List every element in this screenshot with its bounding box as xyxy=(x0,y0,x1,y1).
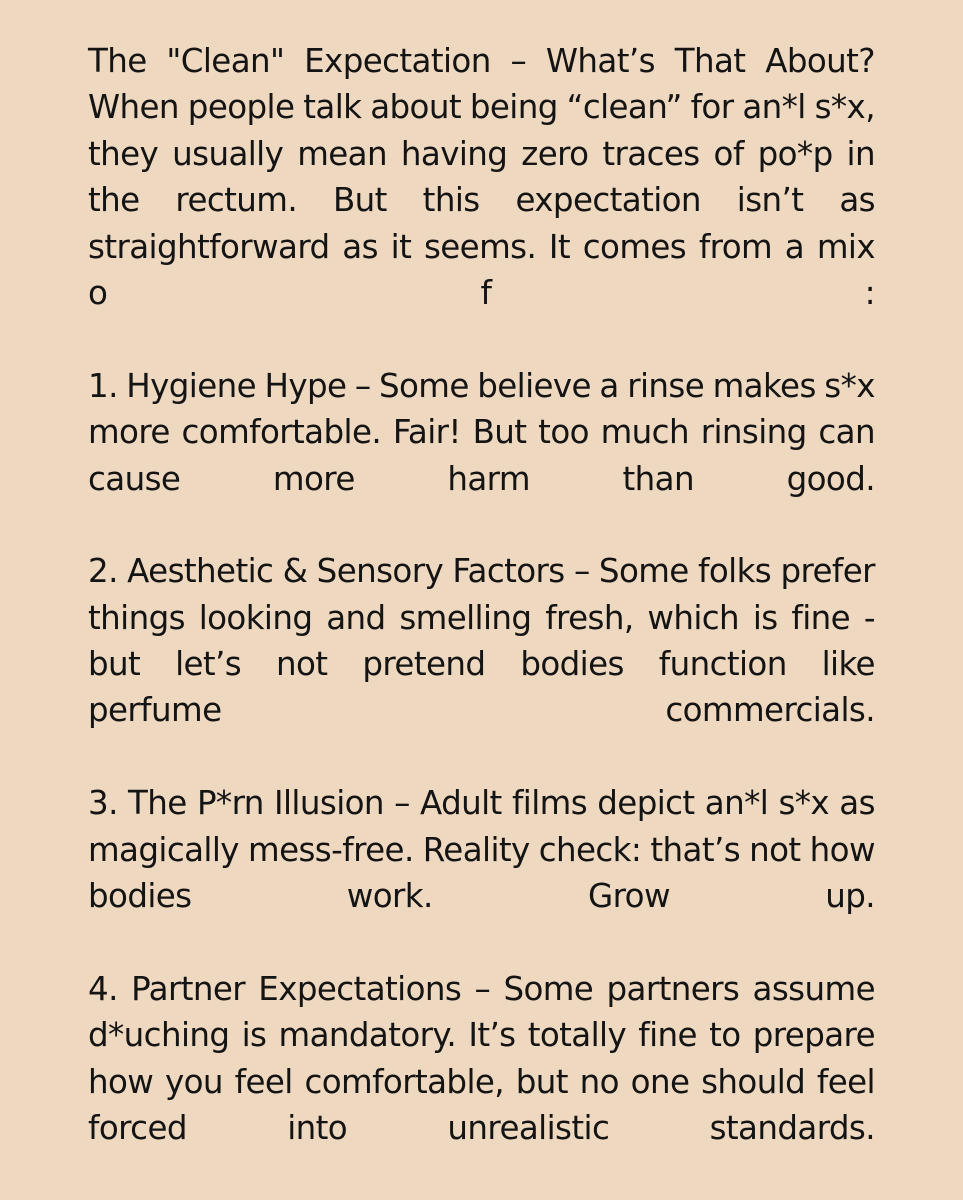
word: not xyxy=(749,830,801,869)
word: an*l xyxy=(742,88,806,127)
word: totally xyxy=(527,1016,627,1055)
word: and xyxy=(326,598,386,637)
word: more xyxy=(272,459,355,498)
text-line xyxy=(88,687,875,733)
paragraph-gap xyxy=(88,316,875,362)
word: prepare xyxy=(752,1016,875,1055)
word: mess-free. xyxy=(248,830,414,869)
word: people xyxy=(187,88,295,127)
word: they xyxy=(88,134,159,173)
word: that’s xyxy=(650,830,741,869)
word: is xyxy=(752,598,778,637)
paragraph-gap xyxy=(88,919,875,965)
word: good. xyxy=(786,459,875,498)
word: straightforward xyxy=(88,227,330,266)
text-line xyxy=(88,224,875,270)
word: - xyxy=(863,598,875,637)
word: – xyxy=(573,552,590,591)
word: about xyxy=(370,88,461,127)
word: can xyxy=(818,413,875,452)
word: comfortable. xyxy=(181,413,382,452)
text-line xyxy=(88,873,875,919)
text-line xyxy=(88,966,875,1012)
text-line xyxy=(88,548,875,594)
word: Expectation xyxy=(304,42,491,80)
word: being xyxy=(469,88,558,127)
word: But xyxy=(332,181,387,220)
word: much xyxy=(600,413,689,452)
word: up. xyxy=(825,877,875,916)
word: as xyxy=(839,784,875,823)
word: should xyxy=(701,1062,806,1101)
word: but xyxy=(515,1062,568,1101)
text-line xyxy=(88,177,875,223)
word: Adult xyxy=(420,784,502,823)
text-line xyxy=(88,131,875,177)
text-line xyxy=(88,84,875,130)
word: The xyxy=(88,42,147,80)
word: s*x, xyxy=(814,88,875,127)
word: not xyxy=(276,645,328,684)
word: It’s xyxy=(468,1016,516,1055)
word: magically xyxy=(88,830,239,869)
word: a xyxy=(784,227,805,266)
word: depict xyxy=(597,784,695,823)
paragraph xyxy=(88,548,875,734)
word: talk xyxy=(303,88,362,127)
word: mean xyxy=(297,134,387,173)
text-line xyxy=(88,780,875,826)
word: po*p xyxy=(757,134,833,173)
text-line xyxy=(88,827,875,873)
word: check: xyxy=(538,830,642,869)
word: forced xyxy=(88,1108,187,1147)
paragraph xyxy=(88,966,875,1152)
word: the xyxy=(88,181,140,220)
word: it xyxy=(390,227,412,266)
word: isn’t xyxy=(736,181,804,220)
word: function xyxy=(658,645,787,684)
word: standards. xyxy=(709,1108,875,1147)
word: bodies xyxy=(88,877,192,916)
word: fine xyxy=(638,1016,697,1055)
word: too xyxy=(538,413,589,452)
word: But xyxy=(472,413,527,452)
word: as xyxy=(342,227,378,266)
word: prefer xyxy=(780,552,875,591)
word: makes xyxy=(712,366,816,405)
word: It xyxy=(548,227,571,266)
word: rinse xyxy=(627,366,705,405)
word: harm xyxy=(447,459,530,498)
word: rectum. xyxy=(175,181,298,220)
text-line xyxy=(88,456,875,502)
word: but xyxy=(88,645,141,684)
word: Hype xyxy=(264,366,347,405)
word: That xyxy=(674,42,746,80)
word: Some xyxy=(598,552,689,591)
word: s*x xyxy=(824,366,875,405)
word: of xyxy=(713,134,744,173)
word: work. xyxy=(346,877,433,916)
word: looking xyxy=(198,598,313,637)
word: o xyxy=(88,273,108,312)
word: partners xyxy=(606,969,740,1008)
word: more xyxy=(88,413,170,452)
word: feel xyxy=(816,1062,875,1101)
word: folks xyxy=(698,552,772,591)
word: – xyxy=(394,784,410,823)
word: commercials. xyxy=(665,691,875,730)
word: What’s xyxy=(545,42,655,80)
word: to xyxy=(709,1016,741,1055)
word: than xyxy=(622,459,694,498)
word: Expectations xyxy=(258,969,462,1008)
word: an*l xyxy=(704,784,769,823)
word: Illusion xyxy=(274,784,384,823)
word: 2. xyxy=(88,552,118,591)
word: how xyxy=(809,830,875,869)
word: into xyxy=(287,1108,348,1147)
word: pretend xyxy=(362,645,486,684)
text-line xyxy=(88,363,875,409)
word: things xyxy=(88,598,185,637)
text-line xyxy=(88,409,875,455)
word: s*x xyxy=(778,784,830,823)
word: Reality xyxy=(422,830,530,869)
word: you xyxy=(165,1062,223,1101)
word: 4. xyxy=(88,969,118,1008)
word: fine xyxy=(791,598,851,637)
word: – xyxy=(474,969,491,1008)
word: in xyxy=(846,134,875,173)
word: P*rn xyxy=(196,784,264,823)
word: – xyxy=(510,42,527,80)
word: Hygiene xyxy=(126,366,257,405)
text-line xyxy=(88,641,875,687)
word: f xyxy=(480,273,492,312)
word: fresh, xyxy=(545,598,634,637)
word: as xyxy=(839,181,875,220)
text-line xyxy=(88,1059,875,1105)
paragraph xyxy=(88,363,875,502)
word: having xyxy=(400,134,508,173)
word: d*uching xyxy=(88,1016,230,1055)
word: expectation xyxy=(515,181,701,220)
text-line xyxy=(88,595,875,641)
paragraph-gap xyxy=(88,734,875,780)
word: one xyxy=(630,1062,690,1101)
word: About? xyxy=(765,42,875,80)
word: Factors xyxy=(452,552,565,591)
word: believe xyxy=(477,366,591,405)
word: comes xyxy=(582,227,687,266)
paragraph xyxy=(88,780,875,919)
paragraph xyxy=(88,38,875,316)
word: bodies xyxy=(520,645,624,684)
word: usually xyxy=(172,134,284,173)
article-body xyxy=(88,38,875,1151)
word: films xyxy=(511,784,588,823)
word: Fair! xyxy=(392,413,461,452)
text-line xyxy=(88,270,875,316)
word: cause xyxy=(88,459,181,498)
word: how xyxy=(88,1062,154,1101)
word: Partner xyxy=(131,969,246,1008)
word: zero xyxy=(521,134,589,173)
word: seems. xyxy=(423,227,537,266)
word: for xyxy=(690,88,734,127)
word: assume xyxy=(752,969,875,1008)
word: a xyxy=(599,366,619,405)
word: Some xyxy=(503,969,594,1008)
word: : xyxy=(864,273,875,312)
word: is xyxy=(241,1016,267,1055)
word: – xyxy=(354,366,371,405)
word: When xyxy=(88,88,179,127)
word: & xyxy=(282,552,308,591)
word: this xyxy=(422,181,480,220)
word: no xyxy=(579,1062,619,1101)
word: Sensory xyxy=(316,552,444,591)
text-line xyxy=(88,1012,875,1058)
word: let’s xyxy=(175,645,242,684)
word: mandatory. xyxy=(278,1016,457,1055)
word: which xyxy=(647,598,740,637)
word: 1. xyxy=(88,366,118,405)
word: perfume xyxy=(88,691,222,730)
text-line xyxy=(88,38,875,84)
word: unrealistic xyxy=(447,1108,610,1147)
word: feel xyxy=(234,1062,293,1101)
word: The xyxy=(128,784,187,823)
word: comfortable, xyxy=(304,1062,504,1101)
word: from xyxy=(698,227,773,266)
word: Some xyxy=(378,366,469,405)
word: traces xyxy=(602,134,700,173)
paragraph-gap xyxy=(88,502,875,548)
text-line xyxy=(88,1105,875,1151)
word: rinsing xyxy=(700,413,807,452)
word: Grow xyxy=(588,877,670,916)
word: like xyxy=(821,645,875,684)
word: 3. xyxy=(88,784,118,823)
word: "Clean" xyxy=(166,42,285,80)
word: “clean” xyxy=(566,88,682,127)
word: Aesthetic xyxy=(127,552,274,591)
word: smelling xyxy=(399,598,532,637)
word: mix xyxy=(816,227,875,266)
